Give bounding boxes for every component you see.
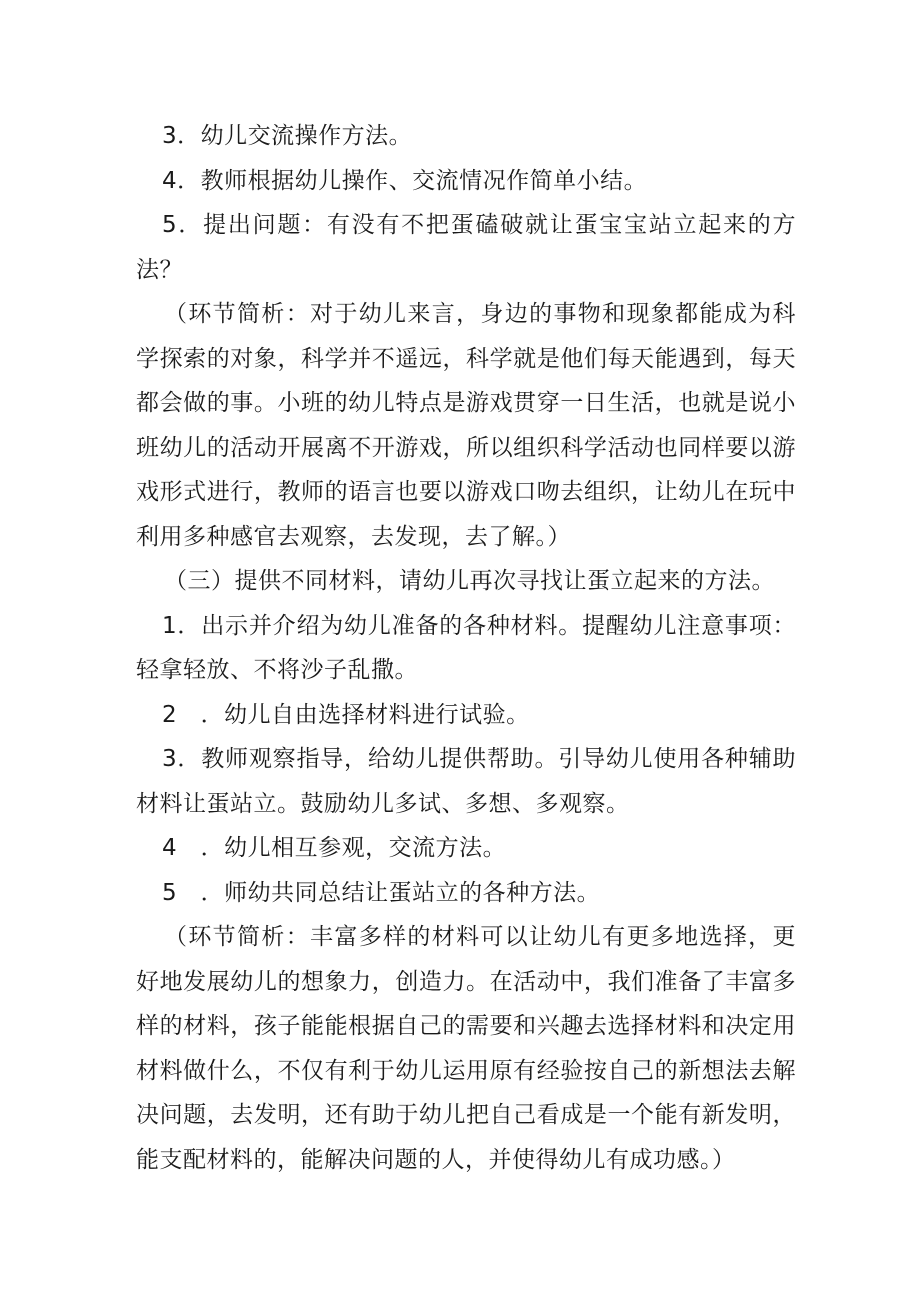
sub-step-4-paragraph: 4 ．幼儿相互参观，交流方法。 [162, 835, 507, 861]
section-3-heading: （三）提供不同材料，请幼儿再次寻找让蛋立起来的方法。 [164, 568, 775, 594]
step-5-paragraph: 5．提出问题：有没有不把蛋磕破就让蛋宝宝站立起来的方法？ [136, 212, 796, 283]
document-body [136, 114, 796, 1182]
sub-step-5-paragraph: 5 ．师幼共同总结让蛋站立的各种方法。 [162, 879, 601, 906]
sub-step-1-paragraph: 1．出示并介绍为幼儿准备的各种材料。提醒幼儿注意事项：轻拿轻放、不将沙子乱撒。 [136, 612, 796, 683]
analysis-paragraph-1: （环节简析：对于幼儿来言，身边的事物和现象都能成为科学探索的对象，科学并不遥远，科学就是他们每天能遇到，每天都会做的事。小班的幼儿特点是游戏贯穿一日生活，也就是说小班幼儿的活动开展离不开游戏，所以组织科学活动也同样要以游戏形式进行，教师的语言也要以游戏口吻去组织，让幼儿在玩中利用多种感官去观察，去发现，去了解。） [136, 301, 796, 550]
step-3-paragraph: 3．幼儿交流操作方法。 [162, 123, 413, 149]
sub-step-3-paragraph: 3．教师观察指导，给幼儿提供帮助。引导幼儿使用各种辅助材料让蛋站立。鼓励幼儿多试、多想、多观察。 [136, 746, 796, 817]
analysis-paragraph-2: （环节简析：丰富多样的材料可以让幼儿有更多地选择，更好地发展幼儿的想象力，创造力。在活动中，我们准备了丰富多样的材料，孩子能能根据自己的需要和兴趣去选择材料和决定用材料做什么，不仅有利于幼儿运用原有经验按自己的新想法去解决问题，去发明，还有助于幼儿把自己看成是一个能有新发明，能支配材料的，能解决问题的人，并使得幼儿有成功感。） [136, 924, 796, 1173]
sub-step-2-paragraph: 2 ．幼儿自由选择材料进行试验。 [162, 701, 530, 728]
step-4-paragraph: 4．教师根据幼儿操作、交流情况作简单小结。 [162, 167, 648, 194]
